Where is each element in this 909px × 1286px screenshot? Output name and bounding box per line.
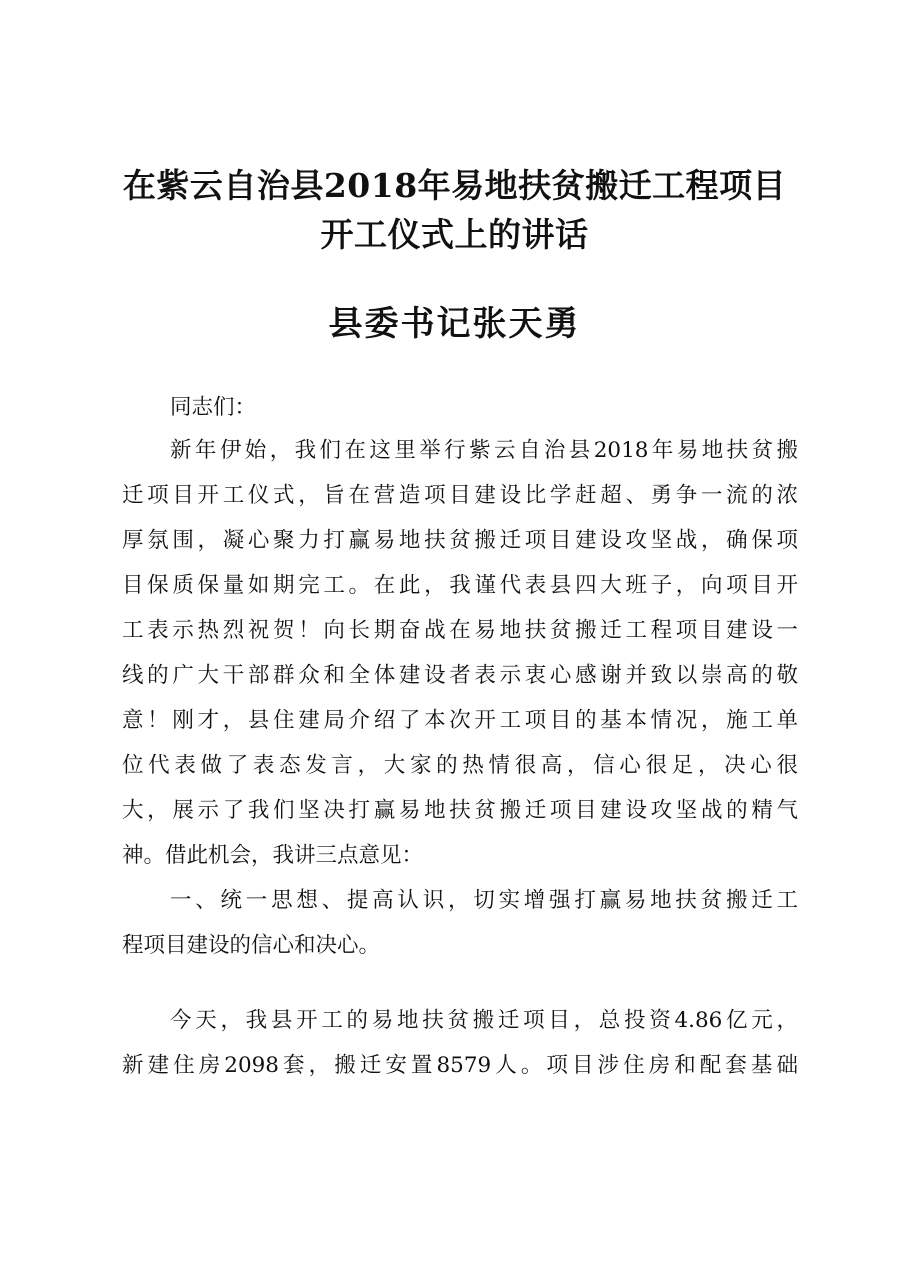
body-line: 迁项目开工仪式，旨在营造项目建设比学赶超、勇争一流的浓 — [122, 483, 798, 508]
body-line: 目保质保量如期完工。在此，我谨代表县四大班子，向项目开 — [122, 573, 798, 598]
document-title-line-1: 在紫云自治县2018年易地扶贫搬迁工程项目 — [122, 166, 787, 205]
document-title-line-2: 开工仪式上的讲话 — [320, 215, 589, 254]
body-line: 今天，我县开工的易地扶贫搬迁项目，总投资4.86亿元， — [170, 1008, 798, 1033]
body-line: 意！刚才，县住建局介绍了本次开工项目的基本情况，施工单 — [122, 708, 798, 733]
body-line: 位代表做了表态发言，大家的热情很高，信心很足，决心很 — [122, 753, 798, 778]
body-line: 线的广大干部群众和全体建设者表示衷心感谢并致以崇高的敬 — [122, 663, 798, 688]
body-line: 神。借此机会，我讲三点意见： — [122, 843, 424, 868]
section-heading-line: 程项目建设的信心和决心。 — [122, 933, 381, 958]
body-line: 新建住房2098套，搬迁安置8579人。项目涉住房和配套基础 — [122, 1053, 798, 1078]
section-heading-line: 一、统一思想、提高认识，切实增强打赢易地扶贫搬迁工 — [170, 888, 798, 913]
body-line: 厚氛围，凝心聚力打赢易地扶贫搬迁项目建设攻坚战，确保项 — [122, 528, 798, 553]
author-line: 县委书记张天勇 — [328, 304, 581, 344]
body-line: 大，展示了我们坚决打赢易地扶贫搬迁项目建设攻坚战的精气 — [122, 798, 798, 823]
body-line: 工表示热烈祝贺！向长期奋战在易地扶贫搬迁工程项目建设一 — [122, 618, 798, 643]
salutation: 同志们： — [170, 395, 257, 420]
body-line: 新年伊始，我们在这里举行紫云自治县2018年易地扶贫搬 — [170, 438, 798, 463]
